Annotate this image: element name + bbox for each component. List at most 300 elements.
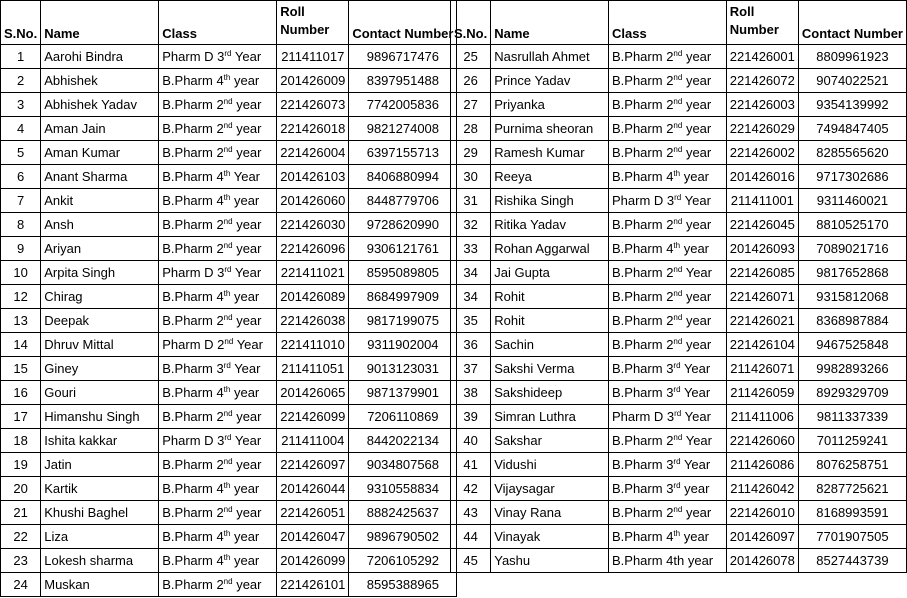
class-year-word: Year <box>233 169 261 184</box>
name-cell: Abhishek Yadav <box>41 93 159 117</box>
class-program: B.Pharm <box>611 169 663 184</box>
class-program: B.Pharm <box>611 49 663 64</box>
class-year-ordinal: th <box>223 553 231 562</box>
roll-number-cell: 221426101 <box>277 573 349 597</box>
name-cell: Simran Luthra <box>491 405 609 429</box>
class-program: B.Pharm <box>162 145 213 160</box>
table-row <box>451 69 907 93</box>
class-year-ordinal: rd <box>224 49 232 58</box>
class-year-word: year <box>685 73 712 88</box>
sno-cell: 27 <box>451 93 491 117</box>
name-cell: Aarohi Bindra <box>41 45 159 69</box>
name-cell: Jatin <box>41 453 159 477</box>
class-year-number: 2 <box>666 313 674 328</box>
class-year-number: 2 <box>216 577 224 592</box>
class-cell <box>608 309 726 333</box>
table-row <box>451 237 907 261</box>
contact-number-cell: 8527443739 <box>798 549 906 573</box>
name-cell: Prince Yadav <box>491 69 609 93</box>
name-cell: Lokesh sharma <box>41 549 159 573</box>
table-row <box>451 549 907 573</box>
class-cell <box>608 237 726 261</box>
name-cell: Priyanka <box>491 93 609 117</box>
name-cell: Vijaysagar <box>491 477 609 501</box>
contact-number-cell: 8595089805 <box>349 261 457 285</box>
table-row <box>451 117 907 141</box>
name-cell: Muskan <box>41 573 159 597</box>
sno-cell: 30 <box>451 165 491 189</box>
roll-number-cell: 211426086 <box>726 453 798 477</box>
class-year-ordinal: nd <box>223 457 233 466</box>
sno-cell: 34 <box>451 285 491 309</box>
contact-number-cell: 9871379901 <box>349 381 457 405</box>
class-year-word: Year <box>683 457 711 472</box>
table-row <box>1 357 457 381</box>
roll-number-cell: 221426051 <box>277 501 349 525</box>
contact-number-cell: 7089021716 <box>798 237 906 261</box>
table-row <box>1 573 457 597</box>
class-program: B.Pharm <box>611 289 663 304</box>
table-row <box>451 381 907 405</box>
class-cell <box>608 549 726 573</box>
class-program: B.Pharm <box>162 121 213 136</box>
roll-number-cell: 211411006 <box>726 405 798 429</box>
sno-cell: 1 <box>1 45 41 69</box>
class-year-ordinal: rd <box>224 265 232 274</box>
class-year-number: 2 <box>666 505 674 520</box>
name-cell: Abhishek <box>41 69 159 93</box>
class-year-word: year <box>236 97 262 112</box>
table-row <box>1 525 457 549</box>
sno-cell: 12 <box>1 285 41 309</box>
class-year-word: Year <box>683 385 711 400</box>
roll-number-cell: 201426078 <box>726 549 798 573</box>
class-year-ordinal: th <box>673 169 681 178</box>
contact-number-cell: 9034807568 <box>349 453 457 477</box>
right-table-body <box>451 45 907 573</box>
table-row <box>451 477 907 501</box>
class-year-word: year <box>236 313 262 328</box>
class-cell <box>159 453 277 477</box>
class-year-ordinal: nd <box>673 73 683 82</box>
contact-number-cell: 8442022134 <box>349 429 457 453</box>
class-year-word: year <box>236 145 262 160</box>
class-program: Pharm D <box>162 265 214 280</box>
name-cell: Deepak <box>41 309 159 333</box>
sno-cell: 40 <box>451 429 491 453</box>
name-cell: Nasrullah Ahmet <box>491 45 609 69</box>
sno-cell: 21 <box>1 501 41 525</box>
sno-cell: 43 <box>451 501 491 525</box>
name-cell: Anant Sharma <box>41 165 159 189</box>
table-row <box>1 261 457 285</box>
class-year-ordinal: nd <box>673 97 683 106</box>
name-cell: Dhruv Mittal <box>41 333 159 357</box>
table-row <box>451 93 907 117</box>
class-program: B.Pharm <box>162 529 213 544</box>
header-roll-number: Roll Number <box>726 1 798 45</box>
contact-number-cell: 7494847405 <box>798 117 906 141</box>
class-year-word: year <box>233 553 260 568</box>
roll-number-cell: 221426073 <box>277 93 349 117</box>
class-year-ordinal: nd <box>673 265 683 274</box>
header-contact-number: Contact Number <box>349 1 457 45</box>
contact-number-cell: 8810525170 <box>798 213 906 237</box>
name-cell: Ansh <box>41 213 159 237</box>
class-year-number: 3 <box>666 457 674 472</box>
contact-number-cell: 9354139992 <box>798 93 906 117</box>
class-year-ordinal: rd <box>673 361 681 370</box>
name-cell: Aman Jain <box>41 117 159 141</box>
class-cell <box>608 405 726 429</box>
name-cell: Rohit <box>491 285 609 309</box>
sno-cell: 41 <box>451 453 491 477</box>
class-cell <box>608 213 726 237</box>
contact-number-cell: 9013123031 <box>349 357 457 381</box>
class-program: B.Pharm <box>162 553 213 568</box>
class-year-ordinal: rd <box>673 457 681 466</box>
roll-number-cell: 221426004 <box>277 141 349 165</box>
table-row <box>451 333 907 357</box>
class-cell <box>608 93 726 117</box>
header-name: Name <box>491 1 609 45</box>
class-cell <box>608 141 726 165</box>
class-year-word: year <box>236 505 262 520</box>
class-program: B.Pharm <box>611 529 663 544</box>
table-row <box>451 189 907 213</box>
class-year-ordinal: nd <box>673 505 683 514</box>
class-program: B.Pharm <box>162 361 213 376</box>
class-year-word: Year <box>685 433 712 448</box>
student-table-right <box>450 0 907 573</box>
class-year-ordinal: nd <box>223 409 233 418</box>
header-sno: S.No. <box>451 1 491 45</box>
class-year-number: 3 <box>666 361 674 376</box>
name-cell: Rohit <box>491 309 609 333</box>
class-year-number: 4 <box>216 481 224 496</box>
contact-number-cell: 9315812068 <box>798 285 906 309</box>
roll-number-cell: 221426003 <box>726 93 798 117</box>
roll-number-cell: 201426060 <box>277 189 349 213</box>
class-year-ordinal: nd <box>673 289 683 298</box>
class-year-word: Year <box>236 337 263 352</box>
name-cell: Sakshi Verma <box>491 357 609 381</box>
class-year-number: 4 <box>666 169 674 184</box>
class-year-ordinal: nd <box>223 145 233 154</box>
contact-number-cell: 9074022521 <box>798 69 906 93</box>
class-year-word: year <box>684 481 710 496</box>
class-year-ordinal: nd <box>673 145 683 154</box>
class-year-number: 4 <box>216 529 224 544</box>
class-cell <box>608 429 726 453</box>
contact-number-cell: 8368987884 <box>798 309 906 333</box>
name-cell: Chirag <box>41 285 159 309</box>
class-year-ordinal: nd <box>223 97 233 106</box>
class-year-ordinal: nd <box>673 337 683 346</box>
class-program: B.Pharm <box>611 433 663 448</box>
table-row <box>1 237 457 261</box>
class-program: B.Pharm <box>162 409 213 424</box>
sno-cell: 22 <box>1 525 41 549</box>
sno-cell: 23 <box>1 549 41 573</box>
roll-number-cell: 201426099 <box>277 549 349 573</box>
class-year-ordinal: nd <box>673 313 683 322</box>
class-cell <box>159 165 277 189</box>
contact-number-cell: 9896717476 <box>349 45 457 69</box>
class-year-number: 2 <box>666 337 674 352</box>
class-year-word: Year <box>684 409 711 424</box>
name-cell: Ariyan <box>41 237 159 261</box>
table-row <box>451 309 907 333</box>
roll-number-cell: 221426072 <box>726 69 798 93</box>
sno-cell: 2 <box>1 69 41 93</box>
contact-number-cell: 9717302686 <box>798 165 906 189</box>
roll-number-cell: 201426093 <box>726 237 798 261</box>
class-program: B.Pharm <box>162 385 213 400</box>
class-year-number: 2 <box>666 433 674 448</box>
sno-cell: 18 <box>1 429 41 453</box>
contact-number-cell: 9982893266 <box>798 357 906 381</box>
roll-number-cell: 201426044 <box>277 477 349 501</box>
roll-number-cell: 221426085 <box>726 261 798 285</box>
header-contact-number: Contact Number <box>798 1 906 45</box>
class-year-word: year <box>233 193 260 208</box>
class-year-number: 2 <box>216 217 224 232</box>
roll-number-cell: 211411001 <box>726 189 798 213</box>
roll-number-cell: 221426002 <box>726 141 798 165</box>
name-cell: Jai Gupta <box>491 261 609 285</box>
class-program: B.Pharm <box>611 361 663 376</box>
class-year-ordinal: nd <box>673 49 683 58</box>
sno-cell: 33 <box>451 237 491 261</box>
contact-number-cell: 8809961923 <box>798 45 906 69</box>
table-row <box>451 405 907 429</box>
class-year-ordinal: nd <box>223 313 233 322</box>
class-cell <box>608 189 726 213</box>
class-year-ordinal: nd <box>673 433 683 442</box>
roll-number-cell: 201426065 <box>277 381 349 405</box>
class-cell <box>608 477 726 501</box>
class-program: B.Pharm <box>611 145 663 160</box>
sno-cell: 15 <box>1 357 41 381</box>
contact-number-cell: 8076258751 <box>798 453 906 477</box>
table-row <box>451 45 907 69</box>
class-program: B.Pharm <box>162 481 213 496</box>
class-program: B.Pharm <box>162 289 213 304</box>
name-cell: Ramesh Kumar <box>491 141 609 165</box>
class-year-number: 4 <box>216 73 224 88</box>
roll-number-cell: 221426096 <box>277 237 349 261</box>
contact-number-cell: 7011259241 <box>798 429 906 453</box>
class-program: B.Pharm <box>162 457 213 472</box>
class-year-number: 2 <box>666 289 674 304</box>
table-row <box>1 285 457 309</box>
sno-cell: 38 <box>451 381 491 405</box>
table-row <box>1 141 457 165</box>
roll-number-cell: 221426038 <box>277 309 349 333</box>
class-program: B.Pharm <box>162 169 213 184</box>
class-cell <box>159 213 277 237</box>
table-row <box>1 45 457 69</box>
sno-cell: 5 <box>1 141 41 165</box>
class-year-number: 4 <box>216 169 224 184</box>
sno-cell: 7 <box>1 189 41 213</box>
class-program: B.Pharm <box>611 481 663 496</box>
class-year-word: Year <box>683 361 711 376</box>
class-year-number: 2 <box>666 145 674 160</box>
class-cell <box>608 117 726 141</box>
contact-number-cell: 8168993591 <box>798 501 906 525</box>
contact-number-cell: 8406880994 <box>349 165 457 189</box>
sno-cell: 26 <box>451 69 491 93</box>
roll-number-cell: 221426060 <box>726 429 798 453</box>
class-year-number: 3 <box>666 409 675 424</box>
contact-number-cell: 8684997909 <box>349 285 457 309</box>
class-cell <box>159 141 277 165</box>
sno-cell: 20 <box>1 477 41 501</box>
class-year-word: year <box>233 289 260 304</box>
name-cell: Vinayak <box>491 525 609 549</box>
class-year-word: year <box>683 529 710 544</box>
class-year-number: 2 <box>666 121 674 136</box>
roll-number-cell: 201426089 <box>277 285 349 309</box>
name-cell: Sachin <box>491 333 609 357</box>
class-program: B.Pharm <box>611 97 663 112</box>
class-year-word: year <box>685 313 712 328</box>
roll-number-cell: 201426097 <box>726 525 798 549</box>
class-year-word: Year <box>234 49 262 64</box>
class-cell <box>608 453 726 477</box>
sno-cell: 28 <box>451 117 491 141</box>
class-year-ordinal: nd <box>223 577 233 586</box>
contact-number-cell: 8397951488 <box>349 69 457 93</box>
class-year-ordinal: rd <box>223 361 231 370</box>
class-year-word: year <box>236 457 262 472</box>
class-program: Pharm D <box>611 193 664 208</box>
sno-cell: 6 <box>1 165 41 189</box>
roll-number-cell: 221426010 <box>726 501 798 525</box>
class-program: B.Pharm <box>611 337 663 352</box>
name-cell: Kartik <box>41 477 159 501</box>
class-year-word: year <box>233 481 260 496</box>
table-row <box>1 165 457 189</box>
table-row <box>1 501 457 525</box>
name-cell: Sakshar <box>491 429 609 453</box>
sno-cell: 37 <box>451 357 491 381</box>
class-year-ordinal: rd <box>673 481 681 490</box>
sno-cell: 9 <box>1 237 41 261</box>
sno-cell: 19 <box>1 453 41 477</box>
class-year-ordinal: nd <box>673 121 683 130</box>
roll-number-cell: 221426001 <box>726 45 798 69</box>
class-cell <box>608 285 726 309</box>
sno-cell: 4 <box>1 117 41 141</box>
contact-number-cell: 7206105292 <box>349 549 457 573</box>
class-program: B.Pharm <box>611 121 663 136</box>
class-cell <box>159 429 277 453</box>
table-row <box>1 69 457 93</box>
class-program: Pharm D <box>162 337 214 352</box>
class-year-number: 2 <box>216 145 224 160</box>
roll-number-cell: 221426071 <box>726 285 798 309</box>
class-year-number: 2 <box>666 73 674 88</box>
contact-number-cell: 6397155713 <box>349 141 457 165</box>
class-year-ordinal: th <box>223 289 231 298</box>
contact-number-cell: 8287725621 <box>798 477 906 501</box>
contact-number-cell: 9811337339 <box>798 405 906 429</box>
class-year-number: 2 <box>216 97 224 112</box>
class-year-number: 2 <box>216 313 224 328</box>
class-year-number: 2 <box>216 241 224 256</box>
class-year-number: 4 <box>216 289 224 304</box>
sno-cell: 32 <box>451 213 491 237</box>
name-cell: Purnima sheoran <box>491 117 609 141</box>
class-year-number: 2 <box>666 265 674 280</box>
class-cell <box>159 261 277 285</box>
class-cell <box>159 549 277 573</box>
class-program: B.Pharm <box>611 73 663 88</box>
class-year-number: 4 <box>216 553 224 568</box>
table-row <box>451 165 907 189</box>
class-program: B.Pharm <box>611 457 663 472</box>
class-year-word: year <box>685 145 712 160</box>
contact-number-cell: 9467525848 <box>798 333 906 357</box>
table-row <box>451 285 907 309</box>
roll-number-cell: 221426097 <box>277 453 349 477</box>
class-year-number: 2 <box>216 457 224 472</box>
class-year-ordinal: rd <box>674 409 682 418</box>
roll-number-cell: 211426071 <box>726 357 798 381</box>
contact-number-cell: 7742005836 <box>349 93 457 117</box>
name-cell: Arpita Singh <box>41 261 159 285</box>
class-program: B.Pharm <box>162 217 213 232</box>
sno-cell: 36 <box>451 333 491 357</box>
contact-number-cell: 8882425637 <box>349 501 457 525</box>
roll-number-cell: 221411010 <box>277 333 349 357</box>
sno-cell: 31 <box>451 189 491 213</box>
roll-number-cell: 211411017 <box>277 45 349 69</box>
class-cell <box>159 405 277 429</box>
roll-number-cell: 211426059 <box>726 381 798 405</box>
contact-number-cell: 9311902004 <box>349 333 457 357</box>
table-row <box>1 189 457 213</box>
class-year-number: 4 <box>216 193 224 208</box>
class-year-ordinal: th <box>223 193 231 202</box>
name-cell: Aman Kumar <box>41 141 159 165</box>
class-cell <box>608 501 726 525</box>
class-cell <box>608 261 726 285</box>
roll-number-cell: 201426047 <box>277 525 349 549</box>
table-row <box>1 333 457 357</box>
class-cell <box>159 357 277 381</box>
roll-number-cell: 221426018 <box>277 117 349 141</box>
class-year-word: year <box>685 337 712 352</box>
class-year-ordinal: th <box>223 385 231 394</box>
sno-cell: 17 <box>1 405 41 429</box>
class-year-ordinal: nd <box>223 121 233 130</box>
contact-number-cell: 9311460021 <box>798 189 906 213</box>
roll-number-cell: 211426042 <box>726 477 798 501</box>
contact-number-cell: 9728620990 <box>349 213 457 237</box>
table-row <box>1 429 457 453</box>
class-year-word: year <box>236 409 262 424</box>
contact-number-cell: 8929329709 <box>798 381 906 405</box>
header-name: Name <box>41 1 159 45</box>
class-year-word: Year <box>234 361 261 376</box>
class-year-word: year <box>236 217 262 232</box>
class-program: B.Pharm <box>611 313 663 328</box>
class-year-ordinal: rd <box>224 433 232 442</box>
